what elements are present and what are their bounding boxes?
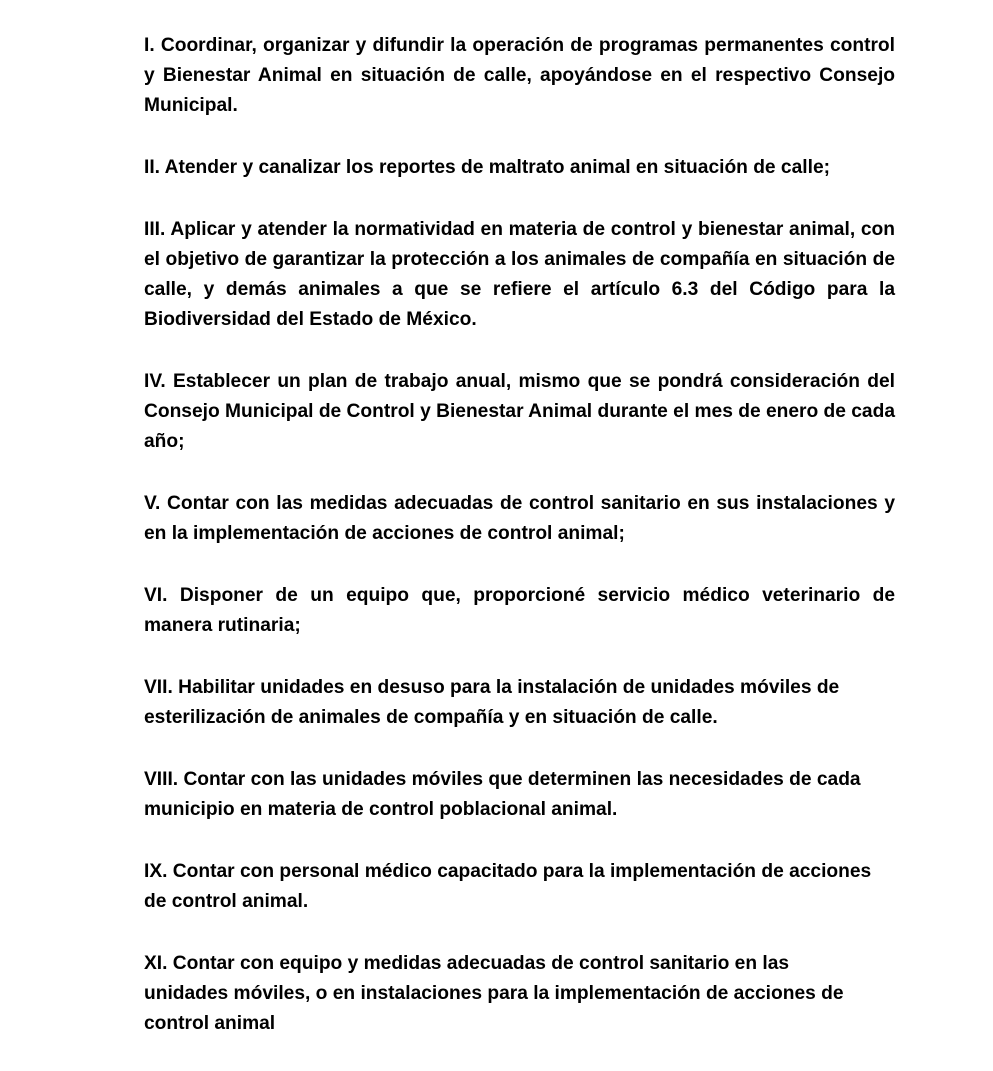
document-body bbox=[144, 31, 895, 1071]
paragraph-vii: VII. Habilitar unidades en desuso para la instalación de unidades móviles de esterilización de animales de compañía y en situación de calle. bbox=[144, 677, 840, 728]
paragraph-vi: VI. Disponer de un equipo que, proporcioné servicio médico veterinario de manera rutinaria; bbox=[144, 585, 895, 636]
paragraph-iv: IV. Establecer un plan de trabajo anual, mismo que se pondrá consideración del Consejo Municipal de Control y Bienestar Animal durante el mes de enero de cada año; bbox=[144, 371, 895, 452]
paragraph-iii: III. Aplicar y atender la normatividad en materia de control y bienestar animal, con el objetivo de garantizar la protección a los animales de compañía en situación de calle, y demás animales a que se refiere el artículo 6.3 del Código para la Biodiversidad del Estado de México. bbox=[144, 219, 895, 330]
paragraph-ii: II. Atender y canalizar los reportes de maltrato animal en situación de calle; bbox=[144, 157, 830, 178]
paragraph-viii: VIII. Contar con las unidades móviles que determinen las necesidades de cada municipio en materia de control poblacional animal. bbox=[144, 769, 861, 820]
paragraph-i: I. Coordinar, organizar y difundir la operación de programas permanentes control y Bienestar Animal en situación de calle, apoyándose en el respectivo Consejo Municipal. bbox=[144, 35, 895, 116]
paragraph-xi: XI. Contar con equipo y medidas adecuadas de control sanitario en las unidades móviles, o en instalaciones para la implementación de acciones de control animal bbox=[144, 953, 844, 1034]
paragraph-ix: IX. Contar con personal médico capacitado para la implementación de acciones de control animal. bbox=[144, 861, 872, 912]
paragraph-v: V. Contar con las medidas adecuadas de control sanitario en sus instalaciones y en la implementación de acciones de control animal; bbox=[144, 493, 895, 544]
